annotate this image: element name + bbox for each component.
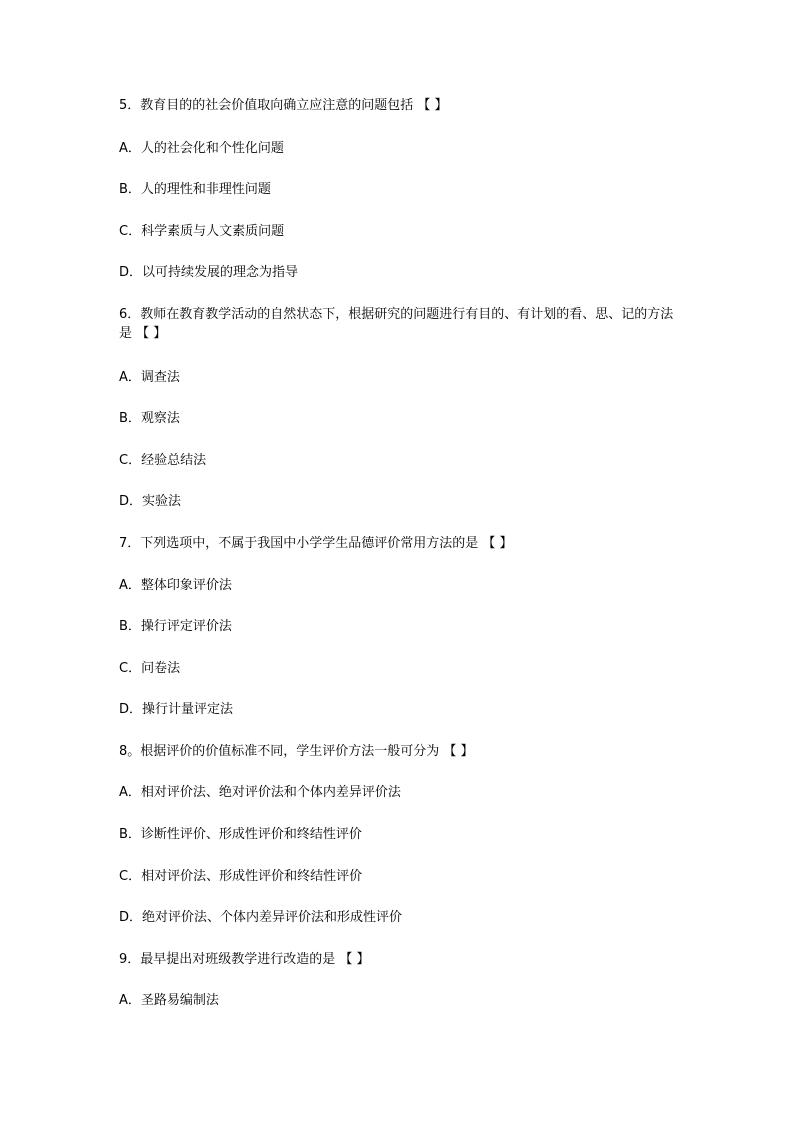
question-5-option-a: A．人的社会化和个性化问题: [119, 141, 284, 156]
question-8-option-a: A．相对评价法、绝对评价法和个体内差异评价法: [119, 785, 401, 800]
question-5-option-b: B．人的理性和非理性问题: [119, 182, 271, 197]
question-7-option-b: B．操行评定评价法: [119, 619, 232, 634]
question-6-option-c: C．经验总结法: [119, 453, 207, 468]
question-6-stem: 6．教师在教育教学活动的自然状态下，根据研究的问题进行有目的、有计划的看、思、记的方法是 【 】: [119, 307, 674, 341]
question-9-option-a: A．圣路易编制法: [119, 993, 219, 1008]
question-7-option-d: D．操行计量评定法: [119, 702, 234, 717]
question-8-option-c: C．相对评价法、形成性评价和终结性评价: [119, 869, 363, 884]
question-6-option-b: B．观察法: [119, 411, 180, 426]
question-9-stem: 9．最早提出对班级教学进行改造的是 【 】: [119, 952, 370, 967]
question-7-stem: 7．下列选项中，不属于我国中小学学生品德评价常用方法的是 【 】: [119, 536, 513, 551]
question-6-option-a: A．调查法: [119, 370, 180, 385]
question-5-option-d: D．以可持续发展的理念为指导: [119, 265, 299, 280]
question-8-option-d: D．绝对评价法、个体内差异评价法和形成性评价: [119, 910, 403, 925]
question-6-option-d: D．实验法: [119, 494, 182, 509]
question-8-stem: 8。根据评价的价值标准不同，学生评价方法一般可分为 【 】: [119, 744, 474, 759]
question-5-stem: 5．教育目的的社会价值取向确立应注意的问题包括 【 】: [119, 98, 448, 113]
question-8-option-b: B．诊断性评价、形成性评价和终结性评价: [119, 827, 362, 842]
question-7-option-c: C．问卷法: [119, 661, 181, 676]
question-7-option-a: A．整体印象评价法: [119, 578, 232, 593]
question-5-option-c: C．科学素质与人文素质问题: [119, 224, 285, 239]
